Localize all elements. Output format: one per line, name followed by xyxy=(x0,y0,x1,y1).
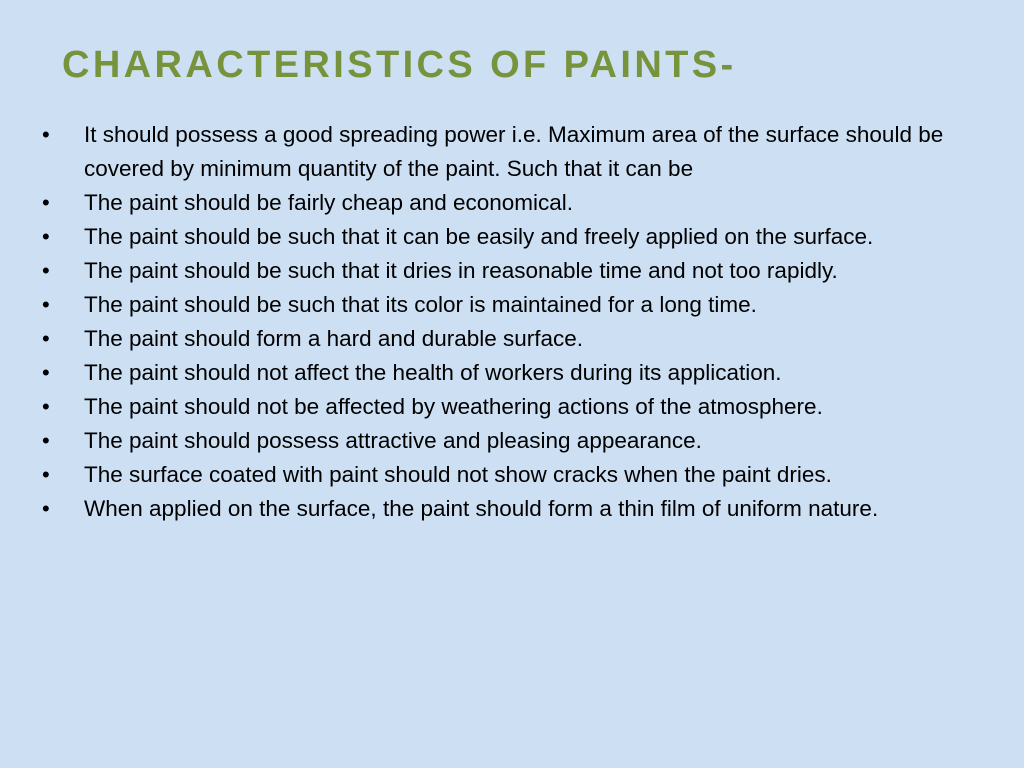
list-item-text: The paint should possess attractive and pleasing appearance. xyxy=(84,428,702,453)
list-item xyxy=(40,288,970,322)
bullet-icon: • xyxy=(42,292,50,317)
list-item xyxy=(40,492,970,526)
list-item-text: It should possess a good spreading power i.e. Maximum area of the surface should be covered by minimum quantity of the paint. Such that it can be xyxy=(84,122,944,181)
list-item-text: The paint should form a hard and durable surface. xyxy=(84,326,584,351)
list-item-text: The paint should be such that it dries in reasonable time and not too rapidly. xyxy=(84,258,838,283)
list-item-text: The surface coated with paint should not show cracks when the paint dries. xyxy=(84,462,832,487)
list-item xyxy=(40,322,970,356)
bullet-icon: • xyxy=(42,190,50,215)
bullet-icon: • xyxy=(42,428,50,453)
bullet-icon: • xyxy=(42,496,50,521)
bullet-icon: • xyxy=(42,360,50,385)
list-item xyxy=(40,220,970,254)
list-item xyxy=(40,356,970,390)
bullet-icon: • xyxy=(42,462,50,487)
slide-title: CHARACTERISTICS OF PAINTS- xyxy=(62,44,737,86)
list-item xyxy=(40,254,970,288)
list-item-text: The paint should not affect the health of workers during its application. xyxy=(84,360,782,385)
list-item xyxy=(40,390,970,424)
bullet-icon: • xyxy=(42,394,50,419)
list-item-text: The paint should be such that it can be easily and freely applied on the surface. xyxy=(84,224,874,249)
bullet-list xyxy=(40,118,970,526)
bullet-icon: • xyxy=(42,326,50,351)
list-item xyxy=(40,424,970,458)
list-item-text: The paint should not be affected by weathering actions of the atmosphere. xyxy=(84,394,823,419)
list-item xyxy=(40,118,970,186)
list-item-text: The paint should be such that its color is maintained for a long time. xyxy=(84,292,757,317)
list-item xyxy=(40,186,970,220)
bullet-icon: • xyxy=(42,258,50,283)
bullet-icon: • xyxy=(42,224,50,249)
bullet-icon: • xyxy=(42,122,50,147)
list-item-text: When applied on the surface, the paint should form a thin film of uniform nature. xyxy=(84,496,879,521)
list-item-text: The paint should be fairly cheap and economical. xyxy=(84,190,574,215)
list-item xyxy=(40,458,970,492)
